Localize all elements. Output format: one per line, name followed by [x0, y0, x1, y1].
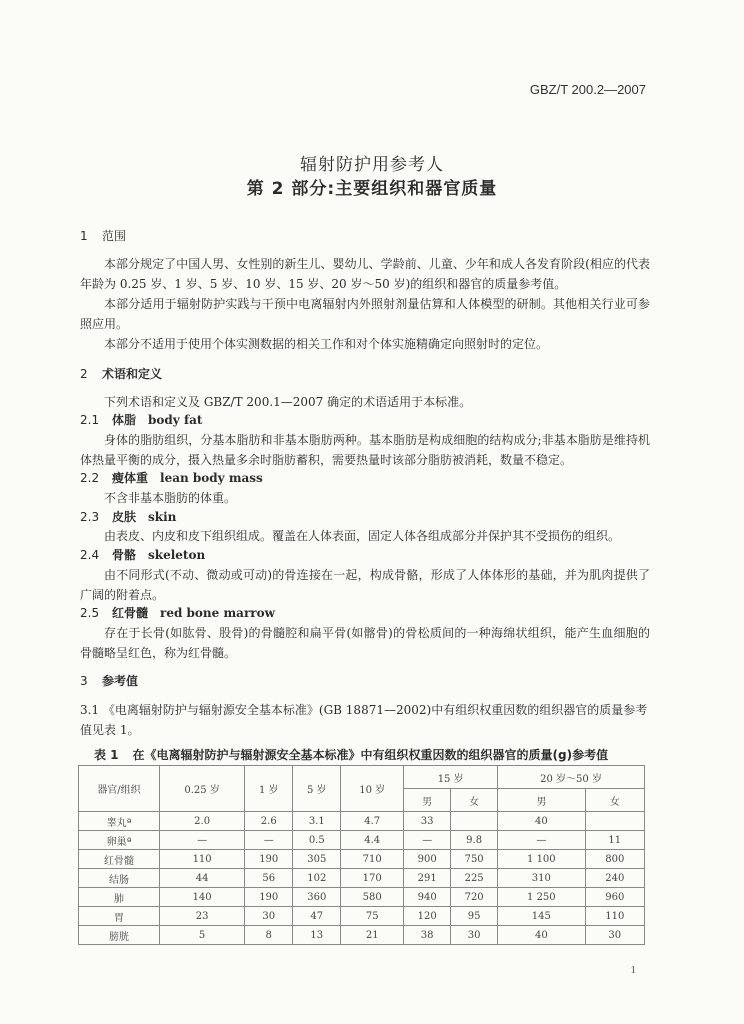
table-cell: 225: [451, 869, 498, 888]
table-cell: 3.1: [293, 812, 341, 831]
table-cell: 580: [341, 888, 404, 907]
header-age-20-50: 20 岁～50 岁: [498, 766, 645, 789]
table-cell: 1 100: [498, 850, 585, 869]
table-cell: 肺: [79, 888, 160, 907]
header-15-female: 女: [451, 789, 498, 812]
header-15-male: 男: [404, 789, 451, 812]
table-cell: 170: [341, 869, 404, 888]
section-1-para-3: 本部分不适用于使用个体实测数据的相关工作和对个体实施精确定向照射时的定位。: [104, 337, 549, 351]
section-2-intro: 下列术语和定义及 GBZ/T 200.1—2007 确定的术语适用于本标准。: [104, 395, 472, 409]
table-cell: 40: [498, 926, 585, 945]
table-cell: 140: [160, 888, 245, 907]
table-cell: 110: [160, 850, 245, 869]
term-2-3-heading: 2.3 皮肤 skin: [80, 510, 177, 524]
section-3-para: 3.1 《电离辐射防护与辐射源安全基本标准》(GB 18871—2002)中有组织权重因数的组织器官的质量参考值见表 1。: [80, 703, 648, 737]
table-cell: 38: [404, 926, 451, 945]
table-cell: 5: [160, 926, 245, 945]
table-cell: 9.8: [451, 831, 498, 850]
page-number: 1: [630, 964, 636, 976]
table-cell: 110: [585, 907, 644, 926]
table-cell: 940: [404, 888, 451, 907]
header-20-50-female: 女: [585, 789, 644, 812]
table-cell: 47: [293, 907, 341, 926]
header-age-10: 10 岁: [341, 766, 404, 812]
document-subtitle: 第 2 部分:主要组织和器官质量: [246, 179, 498, 199]
table-cell: [451, 812, 498, 831]
table-cell: [585, 812, 644, 831]
term-2-5-heading: 2.5 红骨髓 red bone marrow: [80, 606, 275, 620]
table-cell: 8: [245, 926, 293, 945]
table-row: [79, 831, 645, 850]
table-cell: 240: [585, 869, 644, 888]
table-cell: 190: [245, 850, 293, 869]
term-2-4-definition: 由不同形式(不动、微动或可动)的骨连接在一起，构成骨骼，形成了人体体形的基础，并为肌肉提供了广阔的附着点。: [80, 568, 650, 602]
table-cell: 190: [245, 888, 293, 907]
table-cell: 2.6: [245, 812, 293, 831]
table-cell: 11: [585, 831, 644, 850]
standard-code: GBZ/T 200.2—2007: [529, 82, 646, 97]
term-2-4-heading: 2.4 骨骼 skeleton: [80, 548, 206, 562]
table-cell: 310: [498, 869, 585, 888]
term-2-3-definition: 由表皮、内皮和皮下组织组成。覆盖在人体表面，固定人体各组成部分并保护其不受损伤的组织。: [104, 529, 621, 543]
table-cell: 750: [451, 850, 498, 869]
table-cell: 800: [585, 850, 644, 869]
table-cell: 23: [160, 907, 245, 926]
term-2-2-definition: 不含非基本脂肪的体重。: [104, 491, 237, 505]
table-row: [79, 888, 645, 907]
header-organ: 器官/组织: [79, 766, 160, 812]
table-cell: 33: [404, 812, 451, 831]
table-cell: 75: [341, 907, 404, 926]
header-age-1: 1 岁: [245, 766, 293, 812]
table-cell: 291: [404, 869, 451, 888]
term-2-5-definition: 存在于长骨(如肱骨、股骨)的骨髓腔和扁平骨(如髂骨)的骨松质间的一种海绵状组织，能产生血细胞的骨髓略呈红色，称为红骨髓。: [80, 626, 650, 660]
term-2-1-heading: 2.1 体脂 body fat: [80, 413, 203, 427]
header-age-5: 5 岁: [293, 766, 341, 812]
table-header-row: [79, 766, 645, 789]
table-cell: 95: [451, 907, 498, 926]
header-age-0-25: 0.25 岁: [160, 766, 245, 812]
table-row: [79, 812, 645, 831]
table-cell: 1 250: [498, 888, 585, 907]
table-cell: 30: [585, 926, 644, 945]
table-cell: 13: [293, 926, 341, 945]
section-2-heading: 2 术语和定义: [80, 367, 163, 381]
term-2-2-heading: 2.2 瘦体重 lean body mass: [80, 471, 263, 485]
section-3-heading: 3 参考值: [80, 674, 139, 688]
table-cell: 710: [341, 850, 404, 869]
table-cell: —: [498, 831, 585, 850]
table-cell: 卵巢ª: [79, 831, 160, 850]
table-cell: 0.5: [293, 831, 341, 850]
table-1-caption: 表 1 在《电离辐射防护与辐射源安全基本标准》中有组织权重因数的组织器官的质量(g)参考值: [94, 748, 609, 762]
table-cell: —: [404, 831, 451, 850]
table-1: [78, 765, 645, 945]
table-row: [79, 850, 645, 869]
header-age-15: 15 岁: [404, 766, 498, 789]
header-20-50-male: 男: [498, 789, 585, 812]
table-cell: 102: [293, 869, 341, 888]
table-cell: 2.0: [160, 812, 245, 831]
table-cell: 40: [498, 812, 585, 831]
table-cell: 305: [293, 850, 341, 869]
table-row: [79, 926, 645, 945]
section-1-heading: 1 范围: [80, 229, 127, 243]
term-2-1-definition: 身体的脂肪组织，分基本脂肪和非基本脂肪两种。基本脂肪是构成细胞的结构成分;非基本脂肪是维持机体热量平衡的成分，摄入热量多余时脂肪蓄积，需要热量时该部分脂肪被消耗，数量不稳定。: [80, 433, 650, 467]
table-cell: 56: [245, 869, 293, 888]
section-1-para-1: 本部分规定了中国人男、女性别的新生儿、婴幼儿、学龄前、儿童、少年和成人各发育阶段(相应的代表年龄为 0.25 岁、1 岁、5 岁、10 岁、15 岁、20 岁～50 岁)的组织和器官的质量参考值。: [80, 257, 650, 291]
table-cell: 21: [341, 926, 404, 945]
table-cell: 红骨髓: [79, 850, 160, 869]
table-cell: 30: [451, 926, 498, 945]
section-1-para-2: 本部分适用于辐射防护实践与干预中电离辐射内外照射剂量估算和人体模型的研制。其他相关行业可参照应用。: [80, 297, 650, 331]
section-1: [80, 226, 650, 246]
table-cell: 膀胱: [79, 926, 160, 945]
table-row: [79, 869, 645, 888]
table-cell: 120: [404, 907, 451, 926]
table-cell: 4.7: [341, 812, 404, 831]
table-cell: —: [245, 831, 293, 850]
table-cell: 胃: [79, 907, 160, 926]
table-cell: 结肠: [79, 869, 160, 888]
table-row: [79, 907, 645, 926]
document-title: 辐射防护用参考人: [300, 155, 444, 175]
table-cell: 4.4: [341, 831, 404, 850]
table-cell: —: [160, 831, 245, 850]
table-cell: 44: [160, 869, 245, 888]
table-cell: 145: [498, 907, 585, 926]
table-cell: 360: [293, 888, 341, 907]
table-cell: 900: [404, 850, 451, 869]
table-cell: 睾丸ª: [79, 812, 160, 831]
table-cell: 960: [585, 888, 644, 907]
table-cell: 720: [451, 888, 498, 907]
table-cell: 30: [245, 907, 293, 926]
